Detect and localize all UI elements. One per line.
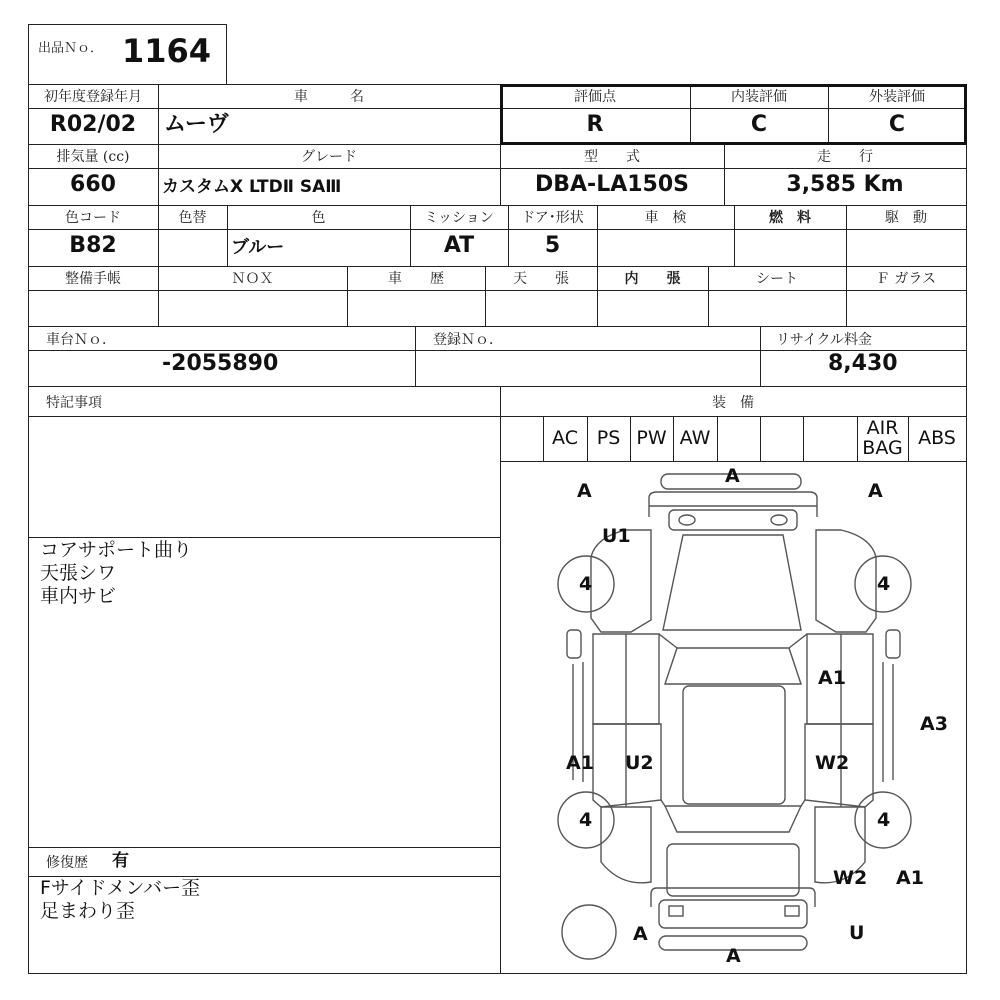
note-line-2: 天張シワ xyxy=(40,562,117,584)
chassis-value: -2055890 xyxy=(162,351,279,376)
inspection-label: 車 検 xyxy=(644,210,687,226)
interior-label: 内装評価 xyxy=(731,89,787,105)
transmission-value: AT xyxy=(443,233,475,258)
grade-value: カスタムX LTDⅡ SAⅢ xyxy=(162,177,342,197)
damage-rear-left: A xyxy=(633,923,648,945)
equipment-ps: PS xyxy=(596,427,621,449)
color-code-value: B82 xyxy=(69,233,117,258)
mileage-label: 走 行 xyxy=(817,149,873,165)
displacement-label: 排気量 (cc) xyxy=(56,149,130,165)
damage-rear-bumper: A xyxy=(726,945,741,967)
note-line-3: 車内サビ xyxy=(40,585,117,607)
displacement-value: 660 xyxy=(70,172,116,197)
damage-hood-pillar: U1 xyxy=(602,525,631,547)
drive-label: 駆 動 xyxy=(885,210,927,226)
recycle-value: 8,430 xyxy=(828,351,898,376)
grade-label: グレード xyxy=(301,149,357,165)
exterior-value: C xyxy=(888,112,906,137)
damage-rear-right-corner: U xyxy=(849,922,865,944)
maintenance-label: 整備手帳 xyxy=(65,271,121,287)
note-line-1: コアサポート曲り xyxy=(40,539,193,561)
damage-front-bumper: A xyxy=(725,465,740,487)
equipment-label: 装 備 xyxy=(712,395,754,411)
glass-label: Ｆ ガラス xyxy=(875,271,937,287)
repair-line-2: 足まわり歪 xyxy=(40,900,136,922)
score-value: R xyxy=(586,112,604,137)
model-label: 型 式 xyxy=(584,149,640,165)
equipment-pw: PW xyxy=(636,427,667,449)
fuel-label: 燃 料 xyxy=(769,210,811,226)
repair-line-1: Fサイドメンバー歪 xyxy=(40,877,201,899)
equipment-abs: ABS xyxy=(918,427,956,449)
damage-right-front-door: A1 xyxy=(818,667,846,689)
equipment-airbag: AIR BAG xyxy=(862,417,903,459)
mileage-value: 3,585 Km xyxy=(786,172,904,197)
roof-label: 天 張 xyxy=(513,271,569,287)
chassis-label: 車台Ｎｏ． xyxy=(46,332,116,348)
exterior-label: 外装評価 xyxy=(869,89,925,105)
model-value: DBA-LA150S xyxy=(535,172,689,197)
seat-label: シート xyxy=(756,271,798,287)
tire-rear-left: 4 xyxy=(579,809,593,831)
color-change-label: 色替 xyxy=(178,210,207,226)
repair-label: 修復歴 xyxy=(46,855,88,871)
transmission-label: ミッション xyxy=(424,210,494,226)
car-name-label: 車 名 xyxy=(294,89,364,105)
car-name-value: ムーヴ xyxy=(164,112,229,137)
damage-front-left-corner: A xyxy=(577,480,592,502)
lot-number-label: 出品Ｎｏ． xyxy=(38,41,104,56)
damage-left-rocker: A1 xyxy=(566,752,594,774)
damage-front-right-corner: A xyxy=(868,480,883,502)
damage-rear-quarter: W2 xyxy=(833,867,868,889)
tire-front-right: 4 xyxy=(877,573,891,595)
tire-rear-right: 4 xyxy=(877,809,891,831)
lining-label: 内 張 xyxy=(624,271,681,287)
first-reg-label: 初年度登録年月 xyxy=(44,89,142,105)
lot-number: 1164 xyxy=(122,32,212,70)
damage-rear-right: A1 xyxy=(896,867,924,889)
registration-label: 登録Ｎｏ． xyxy=(433,332,503,348)
equipment-ac: AC xyxy=(552,427,578,449)
history-label: 車 歴 xyxy=(388,271,444,287)
doors-value: 5 xyxy=(544,233,561,258)
nox-label: ＮＯＸ xyxy=(231,271,274,287)
color-value: ブルー xyxy=(231,237,285,258)
notes-label: 特記事項 xyxy=(46,395,102,411)
tire-front-left: 4 xyxy=(579,573,593,595)
color-code-label: 色コード xyxy=(65,210,121,226)
car-diagram xyxy=(501,462,966,973)
repair-value: 有 xyxy=(112,851,129,871)
damage-right-rear-door: W2 xyxy=(815,752,850,774)
doors-label: ドア･形状 xyxy=(521,210,584,226)
interior-value: C xyxy=(750,112,768,137)
color-label: 色 xyxy=(311,210,326,226)
damage-right-side: A3 xyxy=(920,713,948,735)
recycle-label: リサイクル料金 xyxy=(776,332,873,348)
first-reg-value: R02/02 xyxy=(49,112,137,137)
equipment-aw: AW xyxy=(679,427,711,449)
score-label: 評価点 xyxy=(574,89,616,105)
damage-left-rear-door: U2 xyxy=(625,752,654,774)
